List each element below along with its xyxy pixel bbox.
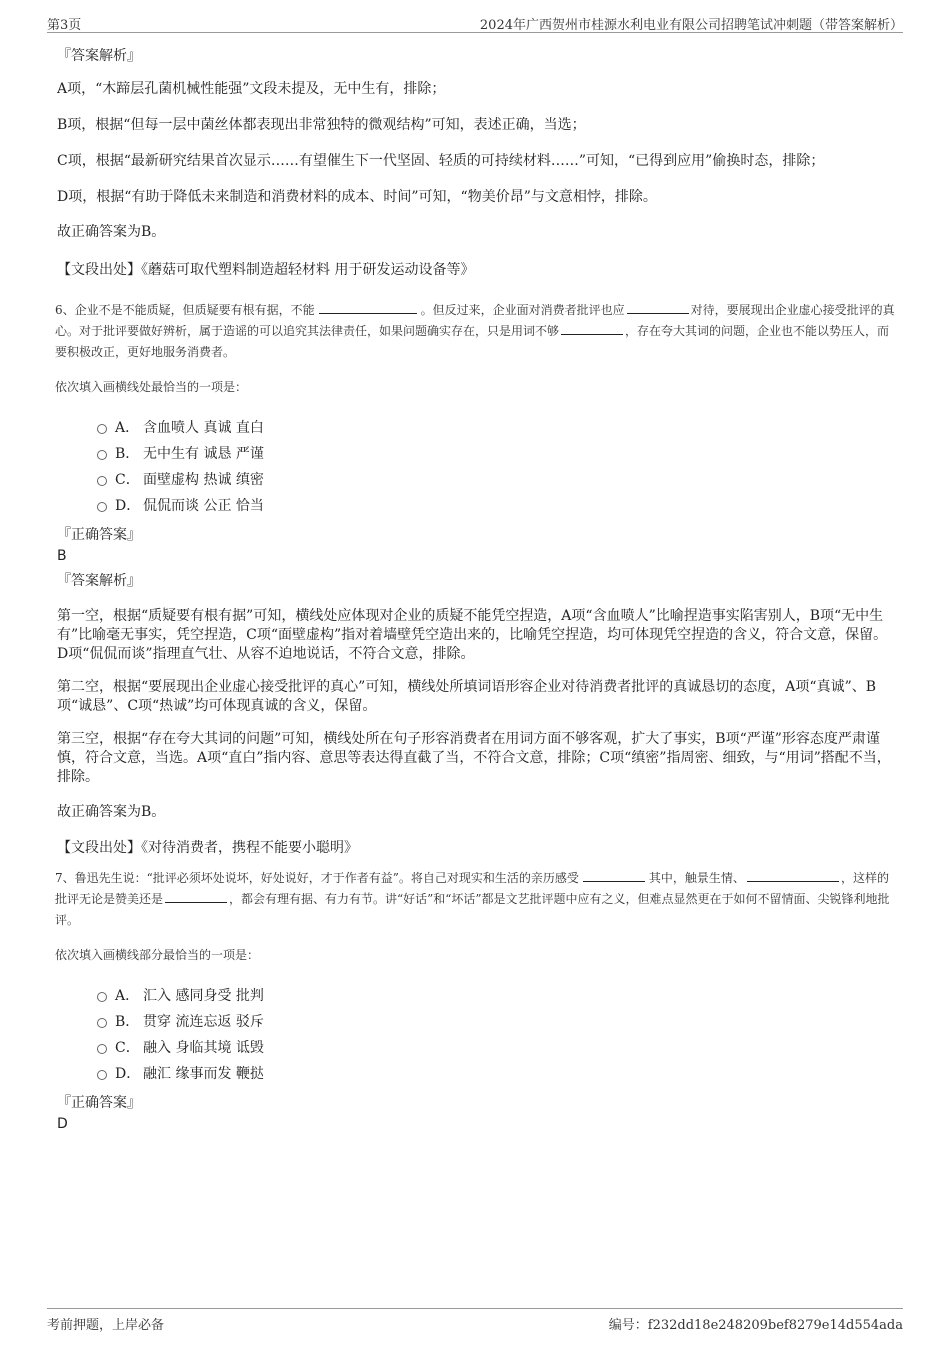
- option-d[interactable]: D． 侃侃而谈 公正 恰当: [97, 493, 895, 519]
- radio-icon[interactable]: [97, 424, 107, 434]
- footer-slogan: 考前押题，上岸必备: [47, 1318, 165, 1333]
- option-a[interactable]: A． 含血喷人 真诚 直白: [97, 415, 895, 441]
- option-c[interactable]: C． 面壁虚构 热诚 缜密: [97, 467, 895, 493]
- page-header: [47, 12, 903, 33]
- analysis-tag: 『答案解析』: [57, 573, 141, 589]
- blank-line: [627, 301, 689, 314]
- analysis-para: 第一空，根据“质疑要有根有据”可知，横线处应体现对企业的质疑不能凭空捏造，A项“含血喷人”比喻捏造事实陷害别人，B项“无中生有”比喻毫无事实，凭空捏造，C项“面壁虚构”指对着墙壁凭空造出来的，比喻凭空捏造，均可体现凭空捏造的含义，符合文意，保留。D项“侃侃而谈”指理直气壮、从容不迫地说话，不符合文意，排除。: [57, 608, 888, 662]
- analysis-para: B项，根据“但每一层中菌丝体都表现出非常独特的微观结构”可知，表述正确，当选；: [57, 117, 586, 133]
- page-number: 第3页: [47, 18, 82, 33]
- radio-icon[interactable]: [97, 1044, 107, 1054]
- blank-line: [561, 322, 623, 335]
- radio-icon[interactable]: [97, 1018, 107, 1028]
- radio-icon[interactable]: [97, 476, 107, 486]
- options-q6: [97, 415, 895, 519]
- question-prompt: 依次填入画横线部分最恰当的一项是：: [55, 948, 260, 962]
- option-d[interactable]: D． 融汇 缘事而发 鞭挞: [97, 1061, 895, 1087]
- analysis-para: A项，“木蹄层孔菌机械性能强”文段未提及，无中生有，排除；: [57, 81, 446, 97]
- radio-icon[interactable]: [97, 502, 107, 512]
- options-q7: [97, 983, 895, 1087]
- radio-icon[interactable]: [97, 1070, 107, 1080]
- question-prompt: 依次填入画横线处最恰当的一项是：: [55, 380, 248, 394]
- blank-line: [319, 301, 417, 314]
- analysis-tag: 『答案解析』: [57, 48, 141, 64]
- blank-line: [583, 869, 645, 882]
- analysis-para: 第二空，根据“要展现出企业虚心接受批评的真心”可知，横线处所填词语形容企业对待消费者批评的真诚恳切的态度，A项“真诚”、B项“诚恳”、C项“热诚”均可体现真诚的含义，保留。: [57, 679, 877, 714]
- page-footer: [47, 1308, 903, 1331]
- analysis-para: D项，根据“有助于降低未来制造和消费材料的成本、时间”可知，“物美价昂”与文意相悖，排除。: [57, 189, 657, 205]
- page-content: [55, 40, 895, 1139]
- conclusion: 故正确答案为B。: [57, 224, 166, 240]
- source-citation: 【文段出处】《蘑菇可取代塑料制造超轻材料 用于研发运动设备等》: [57, 262, 475, 278]
- document-title: 2024年广西贺州市桂源水利电业有限公司招聘笔试冲刺题（带答案解析）: [479, 18, 903, 33]
- option-b[interactable]: B． 贯穿 流连忘返 驳斥: [97, 1009, 895, 1035]
- analysis-para: 第三空，根据“存在夸大其词的问题”可知，横线处所在句子形容消费者在用词方面不够客观，扩大了事实，B项“严谨”形容态度严肃谨慎，符合文意，当选。A项“直白”指内容、意思等表达得直截了当，不符合文意，排除；C项“缜密”指周密、细致，与“用词”搭配不当，排除。: [57, 731, 891, 785]
- document-id: 编号：f232dd18e248209bef8279e14d554ada: [608, 1318, 903, 1333]
- correct-answer: B: [57, 548, 67, 564]
- radio-icon[interactable]: [97, 992, 107, 1002]
- analysis-para: C项，根据“最新研究结果首次显示……有望催生下一代坚固、轻质的可持续材料……”可知，“已得到应用”偷换时态，排除；: [57, 153, 825, 169]
- conclusion: 故正确答案为B。: [57, 804, 166, 820]
- option-a[interactable]: A． 汇入 感同身受 批判: [97, 983, 895, 1009]
- correct-answer-tag: 『正确答案』: [57, 527, 141, 543]
- radio-icon[interactable]: [97, 450, 107, 460]
- correct-answer: D: [57, 1116, 68, 1132]
- blank-line: [165, 890, 227, 903]
- option-b[interactable]: B． 无中生有 诚恳 严谨: [97, 441, 895, 467]
- correct-answer-tag: 『正确答案』: [57, 1095, 141, 1111]
- option-c[interactable]: C． 融入 身临其境 诋毁: [97, 1035, 895, 1061]
- question-6: 6、企业不是不能质疑，但质疑要有根有据，不能 。但反过来，企业面对消费者批评也应 对待，要展现出企业虚心接受批评的真心。对于批评要做好辨析，属于造谣的可以追究其法律责任，如果问题确实存在，只是用词不够 ，存在夸大其词的问题，企业也不能以势压人，而要积极改正，更好地服务消费者。: [55, 303, 895, 359]
- question-7: 7、鲁迅先生说：“批评必须坏处说坏，好处说好，才于作者有益”。将自己对现实和生活的亲历感受 其中，触景生情、 ，这样的批评无论是赞美还是 ，都会有理有据、有力有节。讲“好话”和“坏话”都是文艺批评题中应有之义，但难点显然更在于如何不留情面、尖锐锋利地批评。: [55, 871, 890, 927]
- source-citation: 【文段出处】《对待消费者，携程不能要小聪明》: [57, 840, 358, 856]
- blank-line: [747, 869, 839, 882]
